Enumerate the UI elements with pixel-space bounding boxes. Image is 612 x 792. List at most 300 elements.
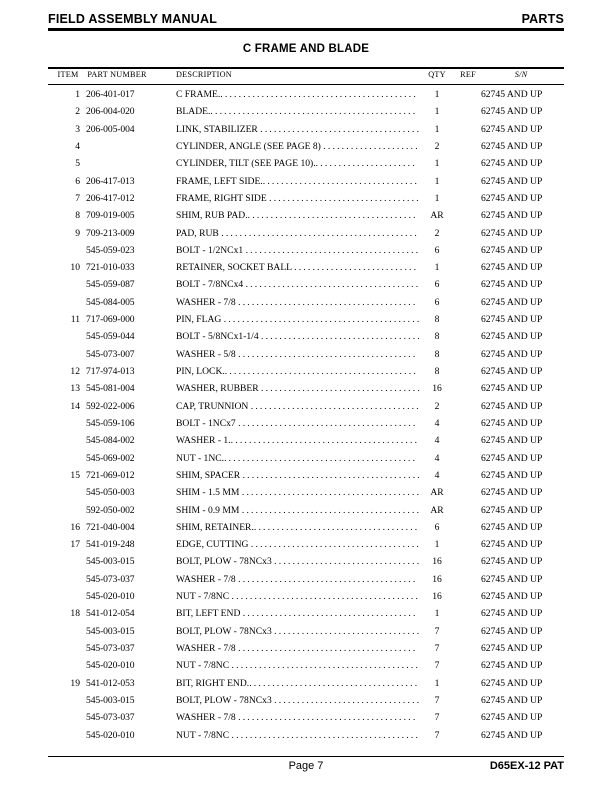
description-text: WASHER - 7/8 (176, 643, 239, 654)
cell-sn: 62745 AND UP (481, 175, 543, 187)
cell-part-number: 545-020-010 (86, 591, 135, 603)
table-row (0, 590, 612, 607)
description-text: BIT, LEFT END (176, 608, 243, 620)
table-row (0, 123, 612, 140)
description-text: PAD, RUB (176, 227, 222, 239)
column-header-ref: REF (460, 70, 476, 79)
dot-leader: .................................. (262, 175, 420, 187)
cell-part-number: 721-040-004 (86, 521, 135, 533)
cell-description (176, 555, 422, 568)
cell-description (176, 348, 422, 361)
table-row (0, 434, 612, 451)
cell-description (176, 434, 422, 447)
dot-leader: ..................................... (250, 400, 421, 412)
cell-part-number: 545-020-010 (86, 729, 135, 741)
cell-description (176, 659, 422, 672)
description-text: WASHER - 1. (176, 435, 231, 447)
table-top-rule (48, 67, 564, 69)
dot-leader: ................................... (260, 123, 422, 135)
description-text: CYLINDER, ANGLE (SEE PAGE 8) (176, 140, 324, 152)
cell-qty: 16 (432, 383, 442, 395)
dot-leader: ......................................... (231, 729, 421, 741)
table-row (0, 625, 612, 642)
cell-description (176, 140, 422, 153)
cell-part-number: 545-073-007 (86, 348, 135, 360)
cell-sn: 62745 AND UP (481, 452, 543, 464)
cell-qty: 1 (434, 262, 440, 274)
cell-item: 8 (75, 210, 80, 222)
cell-sn: 62745 AND UP (481, 643, 543, 654)
cell-sn: 62745 AND UP (481, 192, 543, 204)
description-text: SHIM, SPACER (176, 469, 243, 481)
cell-qty: 1 (434, 608, 440, 620)
dot-leader: ........................................... (220, 89, 418, 100)
cell-part-number: 545-073-037 (86, 643, 135, 654)
table-row (0, 521, 612, 538)
table-row (0, 227, 612, 244)
cell-description (176, 261, 422, 274)
dot-leader: ........................... (294, 262, 419, 274)
cell-sn: 62745 AND UP (481, 660, 543, 672)
dot-leader: ....................................... (241, 487, 422, 499)
table-row (0, 659, 612, 676)
cell-item: 19 (70, 677, 80, 689)
cell-item: 16 (70, 521, 80, 533)
cell-qty: 1 (434, 123, 440, 135)
header-title-left: FIELD ASSEMBLY MANUAL (48, 12, 218, 26)
cell-sn: 62745 AND UP (481, 729, 543, 741)
cell-qty: 1 (434, 106, 440, 118)
cell-sn: 62745 AND UP (481, 504, 543, 516)
dot-leader: .......................................... (224, 366, 418, 377)
description-text: WASHER - 7/8 (176, 573, 239, 585)
cell-item: 13 (70, 383, 80, 395)
cell-part-number: 206-004-020 (86, 106, 135, 118)
cell-qty: 7 (434, 729, 440, 741)
dot-leader: ...................................... (242, 608, 418, 620)
description-text: NUT - 1NC. (176, 452, 225, 464)
description-text: PIN, FLAG (176, 314, 224, 326)
cell-qty: 1 (434, 158, 440, 170)
dot-leader: ....................................... (238, 573, 418, 585)
cell-item: 14 (70, 400, 80, 412)
cell-description (176, 365, 422, 378)
description-text: WASHER - 7/8 (176, 296, 239, 308)
dot-leader: ..................................... (249, 677, 420, 689)
cell-qty: 4 (434, 435, 440, 447)
table-row (0, 175, 612, 192)
column-header-part-number: PART NUMBER (87, 70, 147, 79)
cell-item: 7 (75, 192, 80, 204)
cell-qty: 8 (434, 366, 440, 377)
cell-qty: 7 (434, 643, 440, 654)
cell-qty: 1 (434, 175, 440, 187)
table-row (0, 278, 612, 295)
cell-item: 6 (75, 175, 80, 187)
dot-leader: .................................... (253, 521, 420, 533)
cell-description (176, 694, 422, 707)
description-text: BOLT, PLOW - 78NCx3 (176, 625, 275, 637)
cell-part-number: 545-084-005 (86, 296, 135, 308)
cell-sn: 62745 AND UP (481, 244, 543, 256)
table-row (0, 88, 612, 105)
description-text: EDGE, CUTTING (176, 539, 251, 551)
table-row (0, 694, 612, 711)
cell-description (176, 88, 422, 101)
description-text: WASHER - 7/8 (176, 712, 239, 724)
cell-description (176, 296, 422, 309)
cell-description (176, 313, 422, 326)
cell-part-number: 545-020-010 (86, 660, 135, 672)
cell-item: 11 (70, 314, 80, 326)
cell-qty: 16 (432, 573, 442, 585)
cell-qty: 7 (434, 694, 440, 706)
cell-item: 15 (70, 469, 80, 481)
dot-leader: ................................. (269, 192, 421, 204)
dot-leader: ...................................... (245, 279, 421, 291)
description-text: BIT, RIGHT END. (176, 677, 250, 689)
cell-description (176, 123, 422, 136)
table-row (0, 469, 612, 486)
cell-part-number: 545-059-106 (86, 417, 135, 429)
dot-leader: ....................................... (238, 348, 418, 360)
description-text: CAP, TRUNNION (176, 400, 251, 412)
cell-part-number: 717-069-000 (86, 314, 135, 326)
cell-part-number: 545-003-015 (86, 625, 135, 637)
running-footer (48, 760, 564, 776)
cell-sn: 62745 AND UP (481, 158, 543, 170)
header-title-right: PARTS (521, 12, 564, 26)
dot-leader: ......................................... (231, 591, 421, 603)
table-row (0, 642, 612, 659)
table-row (0, 330, 612, 347)
description-text: FRAME, LEFT SIDE. (176, 175, 263, 187)
cell-part-number: 206-417-012 (86, 192, 135, 204)
dot-leader: ....................................... (238, 417, 418, 429)
cell-sn: 62745 AND UP (481, 573, 543, 585)
cell-sn: 62745 AND UP (481, 140, 543, 152)
description-text: BOLT, PLOW - 78NCx3 (176, 556, 275, 568)
column-header-qty: QTY (428, 70, 446, 79)
cell-description (176, 452, 422, 465)
cell-description (176, 625, 422, 638)
cell-sn: 62745 AND UP (481, 556, 543, 568)
cell-qty: 7 (434, 625, 440, 637)
cell-qty: AR (430, 210, 444, 222)
table-row (0, 365, 612, 382)
cell-part-number: 592-050-002 (86, 504, 135, 516)
description-text: RETAINER, SOCKET BALL (176, 262, 295, 274)
table-row (0, 157, 612, 174)
running-header (48, 12, 564, 26)
dot-leader: ................................ (274, 625, 422, 637)
cell-sn: 62745 AND UP (481, 227, 543, 239)
cell-description (176, 521, 422, 534)
cell-item: 12 (70, 366, 80, 377)
cell-sn: 62745 AND UP (481, 521, 543, 533)
cell-qty: 8 (434, 314, 440, 326)
table-row (0, 105, 612, 122)
cell-qty: 16 (432, 591, 442, 603)
description-text: CYLINDER, TILT (SEE PAGE 10). (176, 158, 316, 170)
cell-qty: 6 (434, 279, 440, 291)
cell-part-number: 541-019-248 (86, 539, 135, 551)
cell-qty: 2 (434, 227, 440, 239)
description-text: BOLT - 1/2NCx1 (176, 244, 246, 256)
description-text: LINK, STABILIZER (176, 123, 261, 135)
cell-part-number: 545-059-044 (86, 331, 135, 343)
cell-sn: 62745 AND UP (481, 469, 543, 481)
cell-qty: 6 (434, 296, 440, 308)
cell-description (176, 209, 422, 222)
cell-part-number: 717-974-013 (86, 366, 135, 377)
cell-sn: 62745 AND UP (481, 89, 543, 100)
dot-leader: ..................... (323, 140, 420, 152)
table-row (0, 555, 612, 572)
cell-sn: 62745 AND UP (481, 296, 543, 308)
cell-sn: 62745 AND UP (481, 712, 543, 724)
cell-sn: 62745 AND UP (481, 677, 543, 689)
cell-item: 17 (70, 539, 80, 551)
description-text: BOLT - 1NCx7 (176, 417, 239, 429)
cell-description (176, 573, 422, 586)
cell-part-number: 541-012-054 (86, 608, 135, 620)
table-row (0, 677, 612, 694)
cell-qty: 1 (434, 539, 440, 551)
cell-part-number: 541-012-053 (86, 677, 135, 689)
dot-leader: ...................... (315, 158, 417, 170)
parts-table-body (0, 88, 612, 746)
table-row (0, 382, 612, 399)
cell-qty: 1 (434, 89, 440, 100)
page-title: C FRAME AND BLADE (242, 43, 370, 55)
cell-sn: 62745 AND UP (481, 262, 543, 274)
table-row (0, 573, 612, 590)
cell-item: 1 (75, 89, 80, 100)
cell-description (176, 192, 422, 205)
dot-leader: .......................................... (224, 452, 418, 464)
cell-sn: 62745 AND UP (481, 348, 543, 360)
cell-sn: 62745 AND UP (481, 106, 543, 118)
table-row (0, 452, 612, 469)
cell-qty: 1 (434, 677, 440, 689)
cell-description (176, 504, 422, 517)
cell-description (176, 486, 422, 499)
description-text: BOLT, PLOW - 78NCx3 (176, 694, 275, 706)
table-row (0, 486, 612, 503)
dot-leader: ....................................... (238, 712, 418, 724)
dot-leader: ....................................... (242, 469, 422, 481)
cell-sn: 62745 AND UP (481, 210, 543, 222)
cell-qty: 7 (434, 660, 440, 672)
cell-qty: 7 (434, 712, 440, 724)
cell-sn: 62745 AND UP (481, 435, 543, 447)
description-text: BLADE. (176, 106, 211, 118)
cell-description (176, 227, 422, 240)
cell-qty: 6 (434, 521, 440, 533)
description-text: NUT - 7/8NC (176, 591, 232, 603)
cell-description (176, 469, 422, 482)
table-row (0, 607, 612, 624)
dot-leader: ..................................... (250, 539, 422, 551)
description-text: SHIM - 0.9 MM (176, 504, 242, 516)
table-row (0, 417, 612, 434)
cell-part-number: 545-084-002 (86, 435, 135, 447)
cell-part-number: 721-010-033 (86, 262, 135, 274)
column-header-description: DESCRIPTION (176, 70, 232, 79)
cell-qty: 1 (434, 192, 440, 204)
cell-qty: 8 (434, 348, 440, 360)
table-row (0, 504, 612, 521)
cell-part-number: 709-019-005 (86, 210, 135, 222)
cell-part-number: 709-213-009 (86, 227, 135, 239)
cell-part-number: 545-073-037 (86, 573, 135, 585)
description-text: WASHER - 5/8 (176, 348, 239, 360)
cell-sn: 62745 AND UP (481, 400, 543, 412)
table-row (0, 296, 612, 313)
dot-leader: ......................................... (231, 660, 421, 672)
cell-part-number: 545-050-003 (86, 487, 135, 499)
cell-sn: 62745 AND UP (481, 694, 543, 706)
cell-item: 10 (70, 262, 80, 274)
cell-part-number: 545-073-037 (86, 712, 135, 724)
cell-description (176, 157, 422, 170)
cell-part-number: 545-059-087 (86, 279, 135, 291)
cell-description (176, 175, 422, 188)
dot-leader: ....................................... (238, 296, 418, 308)
table-row (0, 538, 612, 555)
cell-item: 9 (75, 227, 80, 239)
cell-part-number: 206-401-017 (86, 89, 135, 100)
dot-leader: ..................................... (247, 210, 418, 222)
description-text: WASHER, RUBBER (176, 383, 262, 395)
table-row (0, 244, 612, 261)
cell-sn: 62745 AND UP (481, 625, 543, 637)
dot-leader: ...................................... (245, 244, 421, 256)
cell-qty: 2 (434, 400, 440, 412)
cell-sn: 62745 AND UP (481, 417, 543, 429)
dot-leader: ............................................. (210, 106, 418, 118)
cell-sn: 62745 AND UP (481, 383, 543, 395)
cell-qty: 6 (434, 244, 440, 256)
cell-sn: 62745 AND UP (481, 123, 543, 135)
cell-description (176, 729, 422, 742)
dot-leader: ......................................... (230, 435, 420, 447)
cell-qty: 4 (434, 469, 440, 481)
cell-qty: AR (430, 487, 444, 499)
cell-description (176, 607, 422, 620)
cell-part-number: 206-005-004 (86, 123, 135, 135)
cell-qty: 4 (434, 417, 440, 429)
description-text: C FRAME. (176, 89, 221, 100)
dot-leader: ........................................... (221, 227, 419, 239)
description-text: BOLT - 7/8NCx4 (176, 279, 246, 291)
table-row (0, 261, 612, 278)
dot-leader: ....................................... (241, 504, 422, 516)
description-text: SHIM, RUB PAD. (176, 210, 248, 222)
description-text: FRAME, RIGHT SIDE (176, 192, 270, 204)
cell-qty: 4 (434, 452, 440, 464)
column-header-sn: S/N (514, 70, 528, 79)
table-row (0, 313, 612, 330)
cell-part-number: 545-059-023 (86, 244, 135, 256)
description-text: SHIM - 1.5 MM (176, 487, 242, 499)
cell-description (176, 642, 422, 655)
table-row (0, 400, 612, 417)
cell-part-number: 592-022-006 (86, 400, 135, 412)
cell-description (176, 538, 422, 551)
table-header-rule (48, 84, 564, 85)
cell-qty: AR (430, 504, 444, 516)
page-number: Page 7 (288, 760, 324, 772)
table-row (0, 209, 612, 226)
cell-sn: 62745 AND UP (481, 487, 543, 499)
cell-qty: 2 (434, 140, 440, 152)
cell-part-number: 545-003-015 (86, 556, 135, 568)
table-row (0, 348, 612, 365)
cell-sn: 62745 AND UP (481, 608, 543, 620)
cell-description (176, 105, 422, 118)
dot-leader: ................................ (274, 694, 422, 706)
cell-item: 4 (75, 140, 80, 152)
cell-part-number: 206-417-013 (86, 175, 135, 187)
footer-divider (48, 756, 564, 757)
description-text: SHIM, RETAINER. (176, 521, 254, 533)
cell-part-number: 721-069-012 (86, 469, 135, 481)
dot-leader: ....................................... (238, 643, 418, 654)
cell-sn: 62745 AND UP (481, 331, 543, 343)
cell-sn: 62745 AND UP (481, 366, 543, 377)
description-text: NUT - 7/8NC (176, 729, 232, 741)
description-text: NUT - 7/8NC (176, 660, 232, 672)
dot-leader: ........................................... (223, 314, 422, 326)
cell-description (176, 590, 422, 603)
description-text: BOLT - 5/8NCx1-1/4 (176, 331, 262, 343)
table-row (0, 192, 612, 209)
dot-leader: ................................... (261, 331, 422, 343)
cell-part-number: 545-069-002 (86, 452, 135, 464)
dot-leader: ................................ (274, 556, 422, 568)
cell-description (176, 244, 422, 257)
cell-item: 18 (70, 608, 80, 620)
description-text: PIN, LOCK. (176, 366, 225, 377)
cell-sn: 62745 AND UP (481, 279, 543, 291)
cell-description (176, 677, 422, 690)
model-designation: D65EX-12 PAT (489, 760, 564, 772)
cell-description (176, 711, 422, 724)
cell-description (176, 278, 422, 291)
table-row (0, 711, 612, 728)
cell-sn: 62745 AND UP (481, 591, 543, 603)
header-divider (48, 28, 564, 31)
cell-sn: 62745 AND UP (481, 539, 543, 551)
cell-part-number: 545-081-004 (86, 383, 135, 395)
cell-description (176, 400, 422, 413)
dot-leader: ................................... (261, 383, 422, 395)
table-row (0, 729, 612, 746)
cell-qty: 8 (434, 331, 440, 343)
table-row (0, 140, 612, 157)
cell-item: 3 (75, 123, 80, 135)
column-header-item: ITEM (57, 70, 79, 79)
cell-item: 5 (75, 158, 80, 170)
cell-description (176, 417, 422, 430)
cell-description (176, 382, 422, 395)
cell-qty: 16 (432, 556, 442, 568)
cell-description (176, 330, 422, 343)
cell-item: 2 (75, 106, 80, 118)
cell-sn: 62745 AND UP (481, 314, 543, 326)
